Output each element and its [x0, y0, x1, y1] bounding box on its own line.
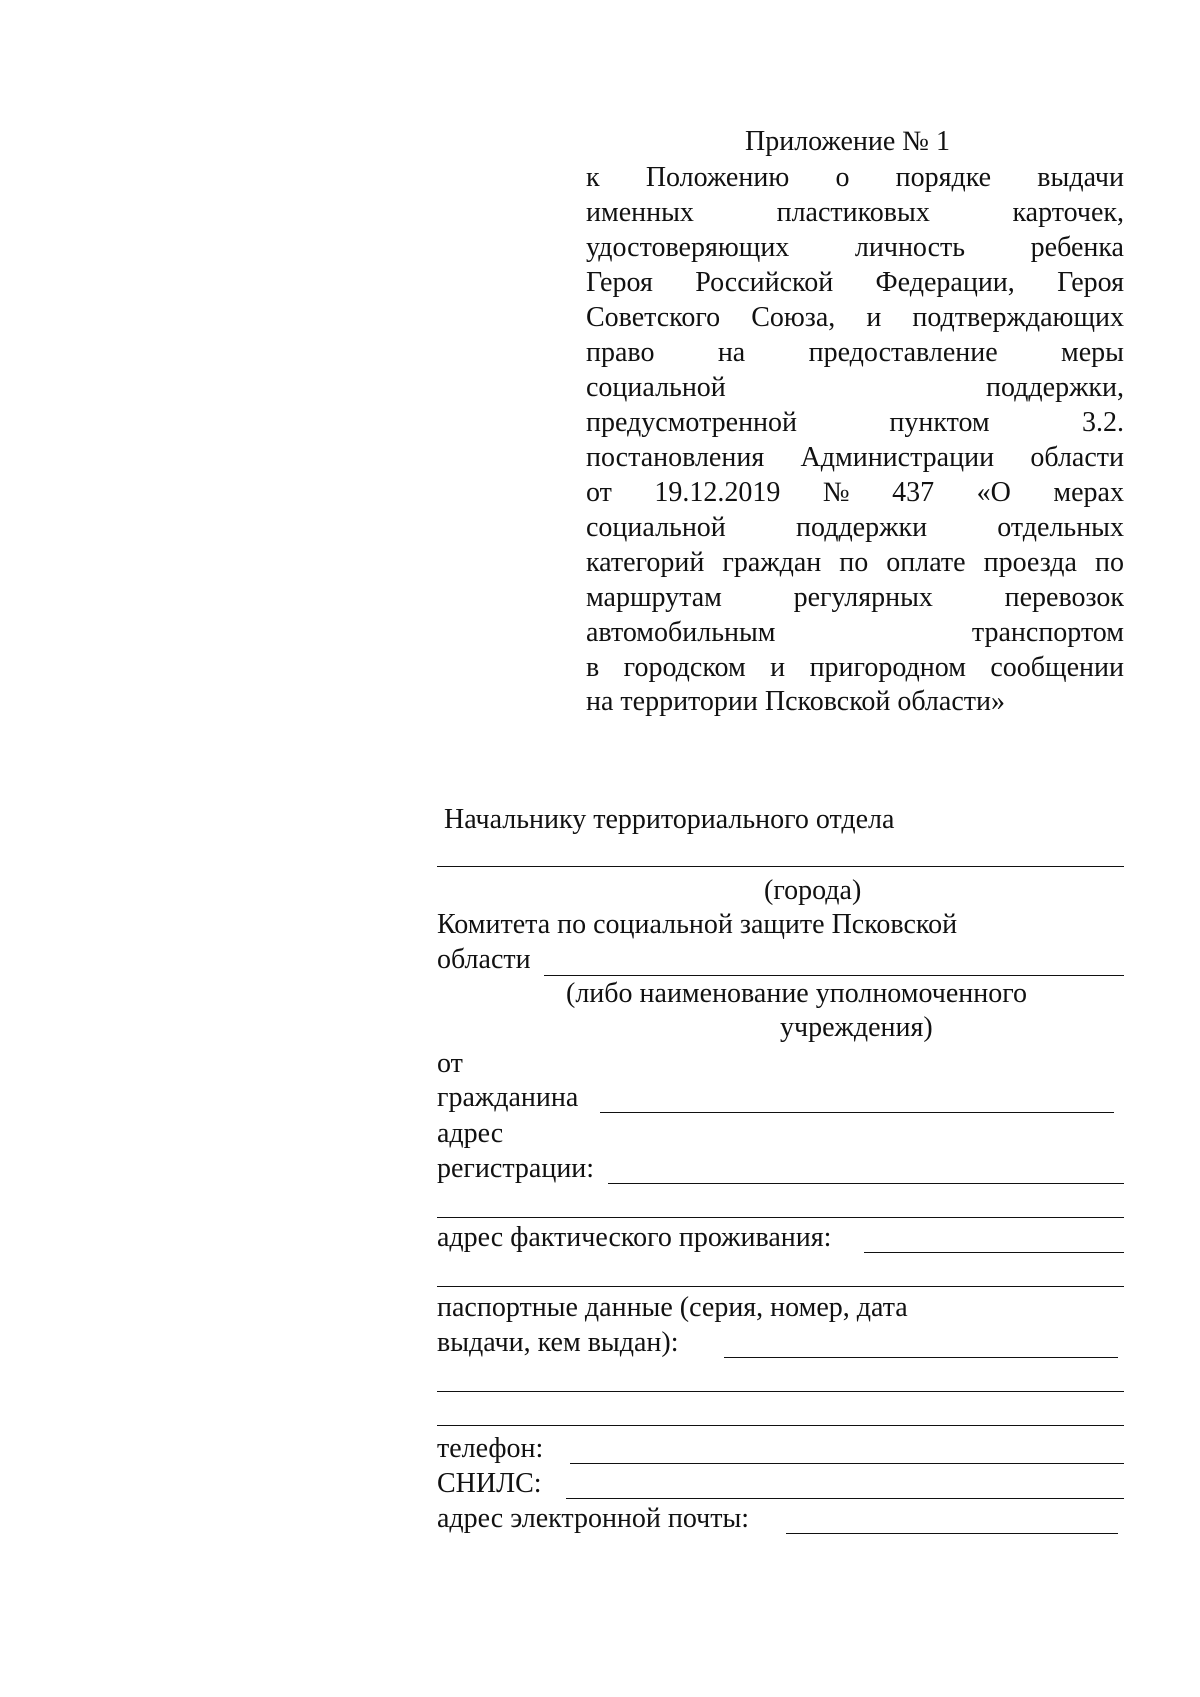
passport-field[interactable]	[724, 1357, 1118, 1358]
appendix-line	[586, 477, 1124, 509]
appendix-word: поддержки,	[985, 372, 1124, 403]
appendix-word: социальной	[586, 512, 726, 543]
appendix-word: мерах	[1053, 477, 1124, 508]
appendix-word: подтверждающих	[912, 302, 1124, 333]
actual-address-label: адрес фактического проживания:	[437, 1222, 832, 1253]
appendix-word: перевозок	[1004, 582, 1124, 613]
appendix-word: предоставление	[808, 337, 998, 368]
appendix-word: городском	[623, 652, 746, 683]
appendix-word: социальной	[586, 372, 726, 403]
appendix-line	[586, 652, 1124, 684]
appendix-word: регулярных	[793, 582, 933, 613]
committee-text: Комитета по социальной защите Псковской	[437, 909, 958, 940]
appendix-line	[586, 547, 1124, 579]
appendix-word: Администрации	[800, 442, 995, 473]
appendix-word: постановления	[586, 442, 765, 473]
appendix-last-line: на территории Псковской области»	[586, 686, 1005, 717]
appendix-title: Приложение № 1	[745, 126, 950, 157]
institution-field[interactable]	[544, 975, 1124, 976]
appendix-word: выдачи	[1037, 162, 1124, 193]
appendix-word: области	[1030, 442, 1124, 473]
appendix-word: и	[866, 302, 882, 333]
snils-label: СНИЛС:	[437, 1468, 542, 1499]
appendix-word: Героя	[586, 267, 653, 298]
appendix-word: транспортом	[971, 617, 1124, 648]
addressee-heading: Начальнику территориального отдела	[444, 804, 895, 835]
appendix-word: карточек,	[1012, 197, 1124, 228]
appendix-line	[586, 267, 1124, 299]
appendix-word: право	[586, 337, 655, 368]
appendix-word: удостоверяющих	[586, 232, 790, 263]
city-hint: (города)	[764, 875, 862, 906]
appendix-word: маршрутам	[586, 582, 722, 613]
appendix-word: №	[822, 477, 850, 508]
appendix-word: 3.2.	[1081, 407, 1124, 438]
appendix-word: по	[1094, 547, 1124, 578]
appendix-word: по	[839, 547, 869, 578]
appendix-line	[586, 302, 1124, 334]
appendix-word: личность	[854, 232, 966, 263]
appendix-word: проезда	[983, 547, 1077, 578]
email-field[interactable]	[786, 1533, 1118, 1534]
appendix-word: категорий	[586, 547, 705, 578]
appendix-word: «О	[976, 477, 1011, 508]
appendix-line	[586, 232, 1124, 264]
appendix-line	[586, 442, 1124, 474]
appendix-word: сообщении	[990, 652, 1124, 683]
appendix-word: пунктом	[889, 407, 990, 438]
appendix-word: 437	[892, 477, 935, 508]
appendix-line	[586, 197, 1124, 229]
appendix-word: Советского	[586, 302, 721, 333]
department-field[interactable]	[437, 866, 1124, 867]
institution-hint-2: учреждения)	[780, 1012, 933, 1043]
appendix-word: Российской	[695, 267, 834, 298]
appendix-word: Положению	[645, 162, 790, 193]
appendix-word: на	[717, 337, 746, 368]
appendix-word: о	[835, 162, 850, 193]
appendix-line	[586, 162, 1124, 194]
appendix-word: ребенка	[1030, 232, 1124, 263]
institution-hint-1: (либо наименование уполномоченного	[566, 978, 1028, 1009]
appendix-line	[586, 337, 1124, 369]
snils-field[interactable]	[566, 1498, 1124, 1499]
phone-label: телефон:	[437, 1433, 544, 1464]
from-label: от	[437, 1048, 463, 1079]
appendix-word: Союза,	[751, 302, 836, 333]
appendix-word: к	[586, 162, 600, 193]
citizen-field[interactable]	[600, 1112, 1114, 1113]
appendix-word: поддержки	[796, 512, 928, 543]
appendix-word: Героя	[1057, 267, 1124, 298]
passport-label-line-2: выдачи, кем выдан):	[437, 1327, 679, 1358]
registration-address-field-continued[interactable]	[437, 1217, 1124, 1218]
appendix-line	[586, 512, 1124, 544]
passport-field-continued-1[interactable]	[437, 1391, 1124, 1392]
citizen-label: гражданина	[437, 1082, 579, 1113]
actual-address-field[interactable]	[864, 1252, 1124, 1253]
passport-field-continued-2[interactable]	[437, 1425, 1124, 1426]
phone-field[interactable]	[570, 1463, 1124, 1464]
appendix-word: предусмотренной	[586, 407, 798, 438]
appendix-word: 19.12.2019	[654, 477, 781, 508]
actual-address-field-continued[interactable]	[437, 1286, 1124, 1287]
email-label: адрес электронной почты:	[437, 1503, 750, 1534]
appendix-word: автомобильным	[586, 617, 776, 648]
region-label: области	[437, 944, 531, 975]
appendix-line	[586, 617, 1124, 649]
address-label-line-2: регистрации:	[437, 1153, 595, 1184]
registration-address-field[interactable]	[608, 1183, 1124, 1184]
appendix-word: порядке	[895, 162, 992, 193]
appendix-word: именных	[586, 197, 694, 228]
appendix-line	[586, 407, 1124, 439]
appendix-word: от	[586, 477, 612, 508]
address-label-line-1: адрес	[437, 1118, 504, 1149]
appendix-word: в	[586, 652, 600, 683]
appendix-word: и	[770, 652, 786, 683]
appendix-word: оплате	[886, 547, 966, 578]
appendix-word: пластиковых	[776, 197, 930, 228]
appendix-line	[586, 582, 1124, 614]
appendix-word: граждан	[722, 547, 822, 578]
appendix-word: меры	[1061, 337, 1124, 368]
passport-label-line-1: паспортные данные (серия, номер, дата	[437, 1292, 908, 1323]
appendix-word: пригородном	[809, 652, 966, 683]
appendix-word: Федерации,	[875, 267, 1015, 298]
appendix-line	[586, 372, 1124, 404]
appendix-word: отдельных	[997, 512, 1124, 543]
